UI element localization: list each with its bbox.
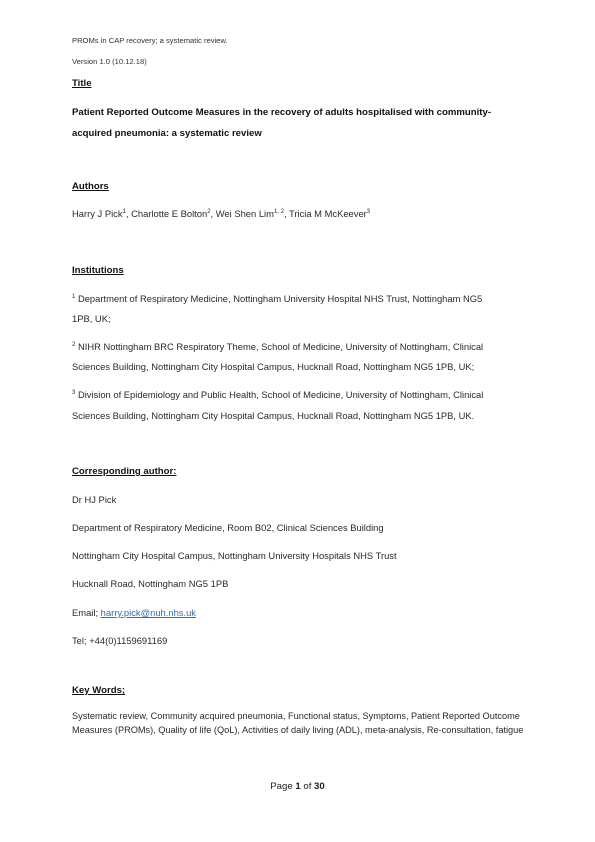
telephone-line: Tel; +44(0)1159691169 bbox=[72, 635, 168, 646]
email-label: Email; bbox=[72, 607, 101, 618]
author-list bbox=[72, 208, 370, 219]
institution-2-line2: Sciences Building, Nottingham City Hospital Campus, Hucknall Road, Nottingham NG5 1PB, UK; bbox=[72, 361, 475, 372]
paper-title: Patient Reported Outcome Measures in the recovery of adults hospitalised with community-acquired pneumonia: a systematic review bbox=[72, 107, 492, 139]
corresponding-heading: Corresponding author: bbox=[72, 466, 177, 477]
page-footer bbox=[0, 781, 595, 792]
page-label: Page bbox=[270, 781, 296, 792]
corresponding-name: Dr HJ Pick bbox=[72, 494, 117, 505]
address-line-3: Hucknall Road, Nottingham NG5 1PB bbox=[72, 578, 229, 589]
author-1: Harry J Pick$^1$, bbox=[72, 208, 132, 219]
keywords-text: Systematic review, Community acquired pneumonia, Functional status, Symptoms, Patient Reported Outcome Measures (PROMs), Quality of life (QoL), Activities of daily living (ADL), meta-analysis, Re-consultation, fatigue bbox=[72, 711, 524, 735]
author-2: Charlotte E Bolton$^2$, bbox=[131, 208, 216, 219]
keywords-heading: Key Words; bbox=[72, 685, 126, 696]
email-line bbox=[72, 607, 196, 618]
institution-3-line2: Sciences Building, Nottingham City Hospital Campus, Hucknall Road, Nottingham NG5 1PB, UK. bbox=[72, 410, 475, 421]
version-line: Version 1.0 (10.12.18) bbox=[72, 57, 147, 66]
institution-2-line1: $^2$ NIHR Nottingham BRC Respiratory Theme, School of Medicine, University of Nottingham, Clinical bbox=[72, 341, 484, 352]
title-heading: Title bbox=[72, 78, 92, 89]
author-3: Wei Shen Lim$^{1, 2}$, bbox=[215, 208, 289, 219]
page-total: 30 bbox=[314, 781, 325, 792]
authors-heading: Authors bbox=[72, 181, 109, 192]
address-line-2: Nottingham City Hospital Campus, Nottingham University Hospitals NHS Trust bbox=[72, 550, 397, 561]
address-line-1: Department of Respiratory Medicine, Room B02, Clinical Sciences Building bbox=[72, 522, 384, 533]
email-link[interactable]: harry.pick@nuh.nhs.uk bbox=[100, 607, 196, 618]
institution-3-line1: $^3$ Division of Epidemiology and Public Health, School of Medicine, University of Nottingham, Clinical bbox=[72, 389, 484, 400]
institution-1-line2: 1PB, UK; bbox=[72, 313, 111, 324]
running-title: PROMs in CAP recovery; a systematic review. bbox=[72, 36, 228, 45]
institutions-heading: Institutions bbox=[72, 265, 124, 276]
of-label: of bbox=[300, 781, 315, 792]
page-number: 1 bbox=[295, 781, 301, 792]
author-4: Tricia M McKeever$^3$ bbox=[289, 208, 371, 219]
institution-1-line1: $^1$ Department of Respiratory Medicine, Nottingham University Hospital NHS Trust, Nottingham NG5 bbox=[72, 293, 483, 304]
